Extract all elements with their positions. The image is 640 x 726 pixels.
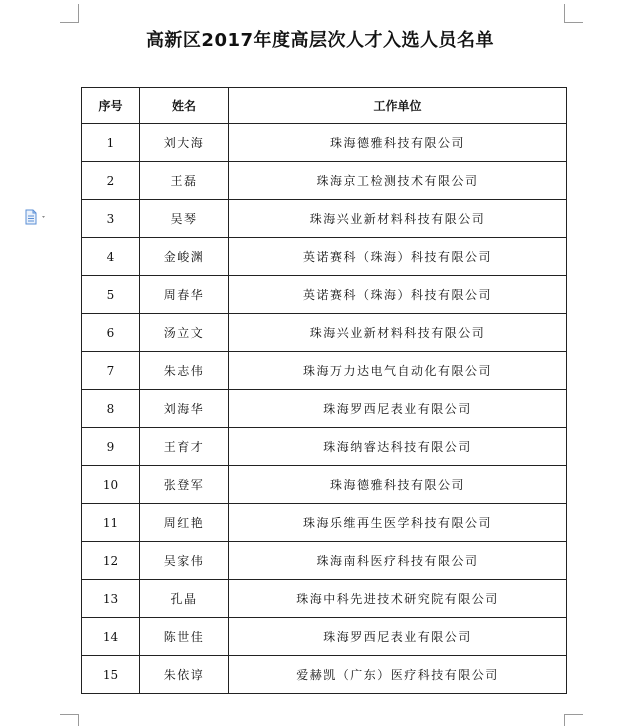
table-row <box>82 618 567 656</box>
row-index: 14 <box>82 618 140 656</box>
page-title: 高新区2017年度高层次人才入选人员名单 <box>145 30 495 51</box>
table-row <box>82 428 567 466</box>
row-unit: 珠海南科医疗科技有限公司 <box>229 542 567 580</box>
crop-mark-top-left <box>60 4 79 23</box>
table-row <box>82 124 567 162</box>
row-name: 刘大海 <box>140 124 229 162</box>
row-unit: 爱赫凯（广东）医疗科技有限公司 <box>229 656 567 694</box>
row-index: 2 <box>82 162 140 200</box>
row-index: 15 <box>82 656 140 694</box>
row-index: 11 <box>82 504 140 542</box>
row-index: 13 <box>82 580 140 618</box>
chevron-down-icon <box>42 216 45 218</box>
table-row <box>82 162 567 200</box>
row-index: 1 <box>82 124 140 162</box>
row-name: 吴琴 <box>140 200 229 238</box>
table-row <box>82 656 567 694</box>
table-row <box>82 314 567 352</box>
row-unit: 英诺赛科（珠海）科技有限公司 <box>229 276 567 314</box>
header-name: 姓名 <box>140 88 229 124</box>
row-unit: 珠海罗西尼表业有限公司 <box>229 618 567 656</box>
row-name: 孔晶 <box>140 580 229 618</box>
crop-mark-bottom-right <box>564 714 583 726</box>
row-index: 3 <box>82 200 140 238</box>
row-index: 10 <box>82 466 140 504</box>
row-index: 4 <box>82 238 140 276</box>
row-name: 吴家伟 <box>140 542 229 580</box>
row-index: 12 <box>82 542 140 580</box>
row-index: 7 <box>82 352 140 390</box>
table-row <box>82 276 567 314</box>
row-name: 周春华 <box>140 276 229 314</box>
row-name: 王育才 <box>140 428 229 466</box>
table-row <box>82 390 567 428</box>
crop-mark-bottom-left <box>60 714 79 726</box>
header-unit: 工作单位 <box>229 88 567 124</box>
row-index: 5 <box>82 276 140 314</box>
document-options-icon[interactable] <box>24 209 50 225</box>
table-row <box>82 504 567 542</box>
row-unit: 珠海纳睿达科技有限公司 <box>229 428 567 466</box>
row-index: 6 <box>82 314 140 352</box>
table-row <box>82 238 567 276</box>
row-name: 汤立文 <box>140 314 229 352</box>
row-index: 8 <box>82 390 140 428</box>
row-name: 陈世佳 <box>140 618 229 656</box>
row-name: 金峻渊 <box>140 238 229 276</box>
table-body <box>82 124 567 694</box>
table-row <box>82 466 567 504</box>
row-unit: 珠海京工检测技术有限公司 <box>229 162 567 200</box>
table-row <box>82 580 567 618</box>
row-index: 9 <box>82 428 140 466</box>
roster-table <box>81 87 567 694</box>
row-name: 朱依谆 <box>140 656 229 694</box>
row-unit: 珠海乐维再生医学科技有限公司 <box>229 504 567 542</box>
row-name: 刘海华 <box>140 390 229 428</box>
row-unit: 珠海中科先进技术研究院有限公司 <box>229 580 567 618</box>
row-unit: 珠海罗西尼表业有限公司 <box>229 390 567 428</box>
table-row <box>82 200 567 238</box>
row-name: 朱志伟 <box>140 352 229 390</box>
row-unit: 珠海德雅科技有限公司 <box>229 124 567 162</box>
row-unit: 珠海德雅科技有限公司 <box>229 466 567 504</box>
row-unit: 珠海万力达电气自动化有限公司 <box>229 352 567 390</box>
table-row <box>82 542 567 580</box>
header-index: 序号 <box>82 88 140 124</box>
table-header-row <box>82 88 567 124</box>
row-unit: 珠海兴业新材料科技有限公司 <box>229 200 567 238</box>
crop-mark-top-right <box>564 4 583 23</box>
row-unit: 珠海兴业新材料科技有限公司 <box>229 314 567 352</box>
row-name: 王磊 <box>140 162 229 200</box>
row-name: 周红艳 <box>140 504 229 542</box>
row-unit: 英诺赛科（珠海）科技有限公司 <box>229 238 567 276</box>
row-name: 张登军 <box>140 466 229 504</box>
table-row <box>82 352 567 390</box>
